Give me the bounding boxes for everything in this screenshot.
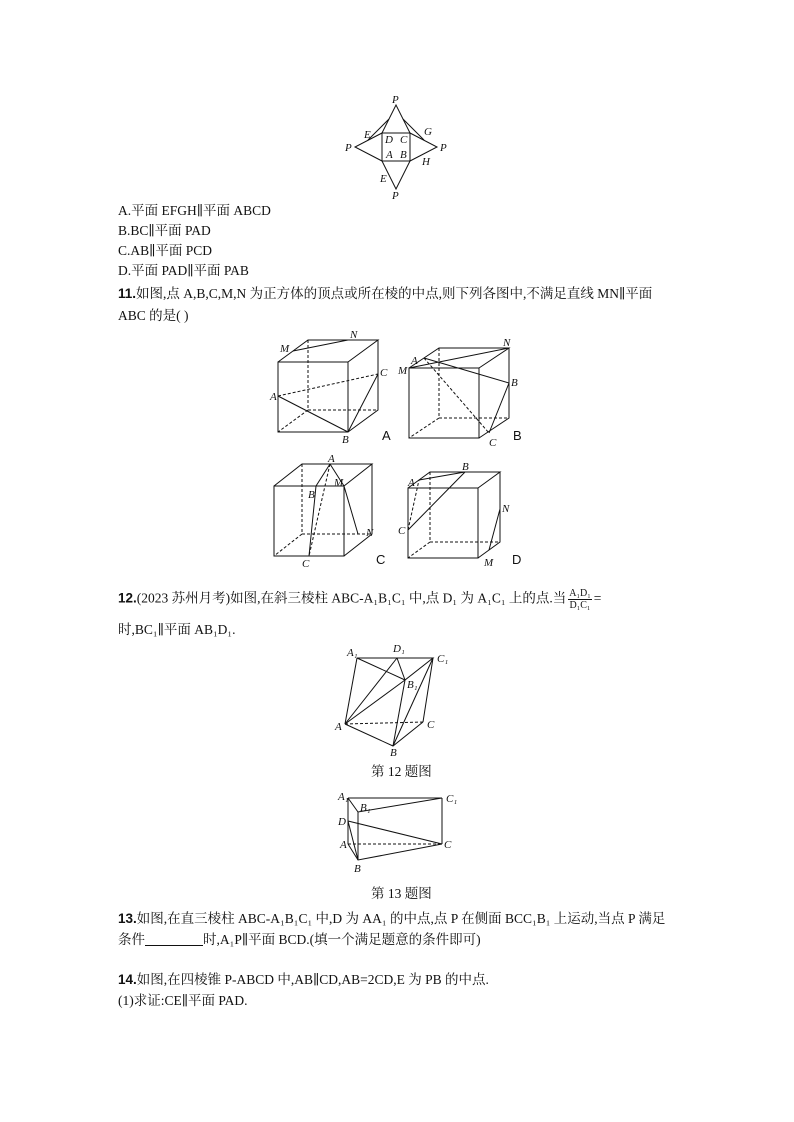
- q14-stem-line1: 14.如图,在四棱锥 P-ABCD 中,AB∥CD,AB=2CD,E 为 PB 的中点.: [118, 972, 489, 987]
- cube-d-label-m: M: [484, 557, 494, 569]
- cube-a-caption: A: [382, 428, 391, 443]
- net-top-triangle: [382, 105, 410, 133]
- net-label-e-bottom: E: [380, 173, 387, 185]
- q13-answer-blank[interactable]: [145, 932, 203, 946]
- net-label-g: G: [424, 126, 432, 138]
- prism13-label-c1: C₁: [446, 793, 458, 805]
- q14-stem-line2: (1)求证:CE∥平面 PAD.: [118, 993, 248, 1008]
- prism12-label-a1: A₁: [347, 647, 358, 659]
- q13-figure-caption: 第 13 题图: [371, 886, 432, 901]
- prism12-label-b1: B₁: [407, 679, 418, 691]
- q10-option-a: A.平面 EFGH∥平面 ABCD: [118, 203, 271, 218]
- q10-option-c: C.AB∥平面 PCD: [118, 243, 213, 258]
- prism13-label-a: A: [340, 839, 347, 851]
- cube-a-label-n: N: [350, 329, 358, 341]
- prism12-label-c1: C₁: [437, 653, 449, 665]
- q10-option-b: B.BC∥平面 PAD: [118, 223, 211, 238]
- q13-stem-line2: 条件 时,A₁P∥平面 BCD.(填一个满足题意的条件即可): [118, 932, 481, 947]
- prism13-label-c: C: [444, 839, 452, 851]
- q11-cube-c: [268, 452, 393, 570]
- prism13-label-a1: A₁: [338, 791, 349, 803]
- q12-prism-figure: [335, 642, 475, 757]
- cube-a-label-c: C: [380, 367, 388, 379]
- prism13-label-d: D: [338, 816, 346, 828]
- q13-prism-figure: [336, 788, 466, 880]
- cube-d-label-a: A: [408, 477, 415, 489]
- prism12-label-c: C: [427, 719, 435, 731]
- q12-stem-line1: 12.(2023 苏州月考)如图,在斜三棱柱 ABC-A₁B₁C₁ 中,点 D₁ 为 A₁C₁ 上的点.当 $\frac{\text{A₁D₁}}{\text{D₁C₁}}$ =: [118, 588, 602, 611]
- cube-a-label-m: M: [280, 343, 290, 355]
- q11-cube-b: [395, 338, 530, 448]
- q11-cube-d: [398, 461, 528, 570]
- q10-option-d: D.平面 PAD∥平面 PAB: [118, 263, 249, 278]
- net-label-e: E: [364, 129, 371, 141]
- cube-b-label-m: M: [398, 365, 408, 377]
- cube-b-label-b: B: [511, 377, 518, 389]
- q12-stem-line2: 时,BC₁∥平面 AB₁D₁.: [118, 622, 236, 637]
- net-label-c: C: [400, 134, 408, 146]
- prism12-label-a: A: [335, 721, 342, 733]
- q10-net-figure: [340, 95, 460, 205]
- net-label-d: D: [385, 134, 393, 146]
- net-label-b: B: [400, 149, 407, 161]
- cube-c-label-b: B: [308, 489, 315, 501]
- net-label-p-right: P: [440, 142, 447, 154]
- net-label-p-top: P: [392, 94, 399, 106]
- q11-stem-line1: 11.如图,点 A,B,C,M,N 为正方体的顶点或所在棱的中点,则下列各图中,不满足直线 MN∥平面: [118, 286, 653, 301]
- cube-c-label-n: N: [366, 527, 374, 539]
- cube-b-label-c: C: [489, 437, 497, 449]
- q12-figure-caption: 第 12 题图: [371, 764, 432, 779]
- prism13-label-b1: B₁: [360, 802, 371, 814]
- net-label-p-left: P: [345, 142, 352, 154]
- cube-b-label-a: A: [411, 355, 418, 367]
- cube-d-label-b: B: [462, 461, 469, 473]
- cube-c-caption: C: [376, 552, 386, 567]
- q11-cube-a: [270, 329, 400, 447]
- cube-a-label-a: A: [270, 391, 277, 403]
- prism13-label-b: B: [354, 863, 361, 875]
- cube-d-label-c: C: [398, 525, 406, 537]
- cube-c-label-c: C: [302, 558, 310, 570]
- cube-c-label-a: A: [328, 453, 335, 465]
- prism12-label-b: B: [390, 747, 397, 759]
- q12-fraction: $\frac{\text{A₁D₁}}{\text{D₁C₁}}$: [569, 588, 591, 611]
- net-label-p-bottom: P: [392, 190, 399, 202]
- cube-d-label-n: N: [502, 503, 510, 515]
- prism12-label-d1: D₁: [393, 643, 405, 655]
- net-label-a: A: [386, 149, 393, 161]
- q13-stem-line1: 13.如图,在直三棱柱 ABC-A₁B₁C₁ 中,D 为 AA₁ 的中点,点 P 在侧面 BCC₁B₁ 上运动,当点 P 满足: [118, 911, 666, 926]
- cube-b-caption: B: [513, 428, 522, 443]
- cube-a-label-b: B: [342, 434, 349, 446]
- q11-stem-line2: ABC 的是( ): [118, 308, 189, 323]
- cube-d-caption: D: [512, 552, 522, 567]
- cube-c-label-m: M: [334, 477, 344, 489]
- cube-b-label-n: N: [503, 337, 511, 349]
- net-label-h: H: [422, 156, 430, 168]
